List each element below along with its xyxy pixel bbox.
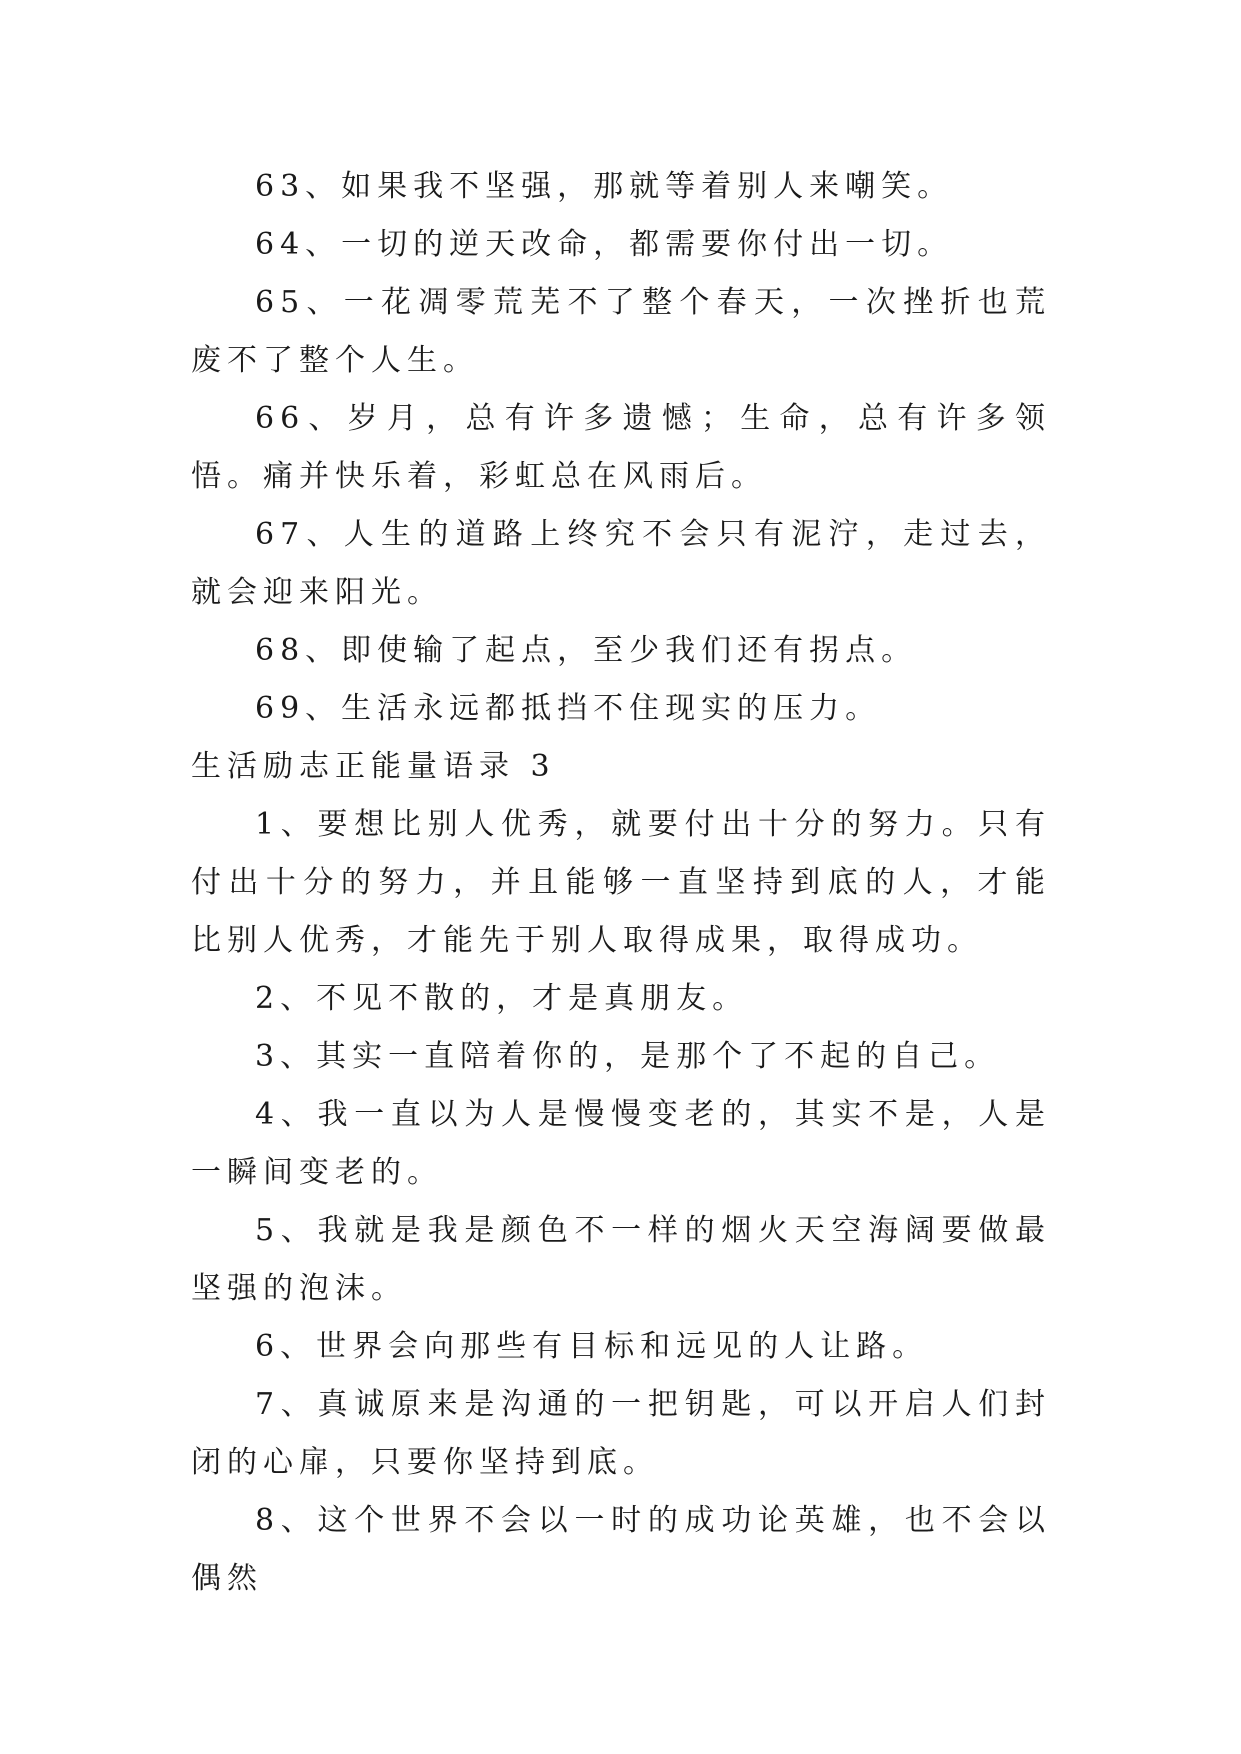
quote-8: 8、这个世界不会以一时的成功论英雄，也不会以偶然 (191, 1503, 1051, 1596)
section-title: 生活励志正能量语录 3 (191, 749, 556, 784)
quote-3: 3、其实一直陪着你的，是那个了不起的自己。 (255, 1039, 1001, 1074)
quote-6: 6、世界会向那些有目标和远见的人让路。 (255, 1329, 929, 1364)
quote-67: 67、人生的道路上终究不会只有泥泞，走过去，就会迎来阳光。 (191, 517, 1051, 610)
document-body (191, 158, 1051, 1608)
quote-7: 7、真诚原来是沟通的一把钥匙，可以开启人们封闭的心扉，只要你坚持到底。 (191, 1387, 1051, 1480)
quote-1: 1、要想比别人优秀，就要付出十分的努力。只有付出十分的努力，并且能够一直坚持到底的人，才能比别人优秀，才能先于别人取得成果，取得成功。 (191, 807, 1051, 958)
quote-2: 2、不见不散的，才是真朋友。 (255, 981, 749, 1016)
quote-4: 4、我一直以为人是慢慢变老的，其实不是，人是一瞬间变老的。 (191, 1097, 1051, 1190)
quote-68: 68、即使输了起点，至少我们还有拐点。 (255, 633, 918, 668)
quote-5: 5、我就是我是颜色不一样的烟火天空海阔要做最坚强的泡沫。 (191, 1213, 1051, 1306)
quote-64: 64、一切的逆天改命，都需要你付出一切。 (255, 227, 954, 262)
quote-69: 69、生活永远都抵挡不住现实的压力。 (255, 691, 882, 726)
quote-63: 63、如果我不坚强，那就等着别人来嘲笑。 (255, 169, 954, 204)
quote-66: 66、岁月，总有许多遗憾；生命，总有许多领悟。痛并快乐着，彩虹总在风雨后。 (191, 401, 1051, 494)
quote-65: 65、一花凋零荒芜不了整个春天，一次挫折也荒废不了整个人生。 (191, 285, 1051, 378)
